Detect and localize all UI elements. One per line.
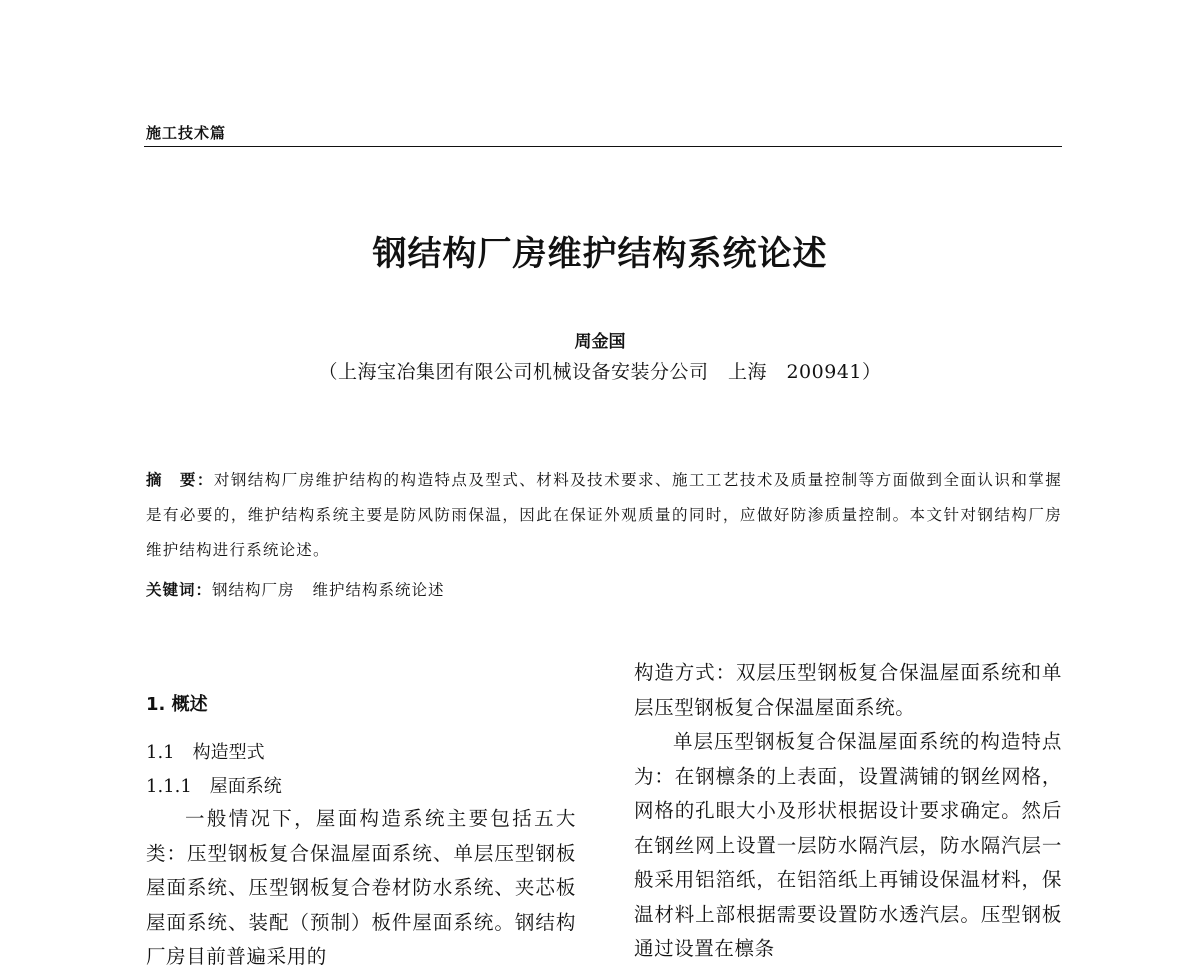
abstract-label: 摘 要： bbox=[146, 470, 214, 489]
running-header: 施工技术篇 bbox=[146, 124, 227, 142]
paper-title: 钢结构厂房维护结构系统论述 bbox=[372, 234, 828, 274]
body-paragraph: 一般情况下，屋面构造系统主要包括五大类：压型钢板复合保温屋面系统、单层压型钢板屋面系统、压型钢板复合卷材防水系统、夹芯板屋面系统、装配（预制）板件屋面系统。钢结构厂房目前普遍采用的 bbox=[146, 807, 576, 968]
body-paragraph: 构造方式：双层压型钢板复合保温屋面系统和单层压型钢板复合保温屋面系统。 bbox=[634, 661, 1062, 719]
body-paragraph: 单层压型钢板复合保温屋面系统的构造特点为：在钢檩条的上表面，设置满铺的钢丝网格，网格的孔眼大小及形状根据设计要求确定。然后在钢丝网上设置一层防水隔汽层，防水隔汽层一般采用铝箔纸，在铝箔纸上再铺设保温材料，保温材料上部根据需要设置防水透汽层。压型钢板通过设置在檩条 bbox=[634, 730, 1062, 960]
author-affiliation: （上海宝冶集团有限公司机械设备安装分公司 上海 200941） bbox=[318, 361, 882, 383]
section-heading-1-1: 1.1 构造型式 bbox=[146, 742, 265, 763]
author-name: 周金国 bbox=[574, 332, 626, 352]
header-rule bbox=[144, 146, 1062, 147]
left-column bbox=[146, 802, 576, 975]
right-column bbox=[634, 656, 1062, 967]
section-heading-1-1-1: 1.1.1 屋面系统 bbox=[146, 776, 282, 797]
abstract-text: 对钢结构厂房维护结构的构造特点及型式、材料及技术要求、施工工艺技术及质量控制等方面做到全面认识和掌握是有必要的，维护结构系统主要是防风防雨保温，因此在保证外观质量的同时，应做好防渗质量控制。本文针对钢结构厂房维护结构进行系统论述。 bbox=[146, 471, 1062, 559]
keywords-label: 关键词： bbox=[146, 580, 213, 599]
section-heading-1: 1. 概述 bbox=[146, 694, 208, 715]
keyword-item: 维护结构系统论述 bbox=[312, 581, 445, 599]
keyword-item: 钢结构厂房 bbox=[212, 581, 295, 599]
keywords bbox=[146, 578, 1062, 600]
abstract bbox=[146, 462, 1062, 568]
